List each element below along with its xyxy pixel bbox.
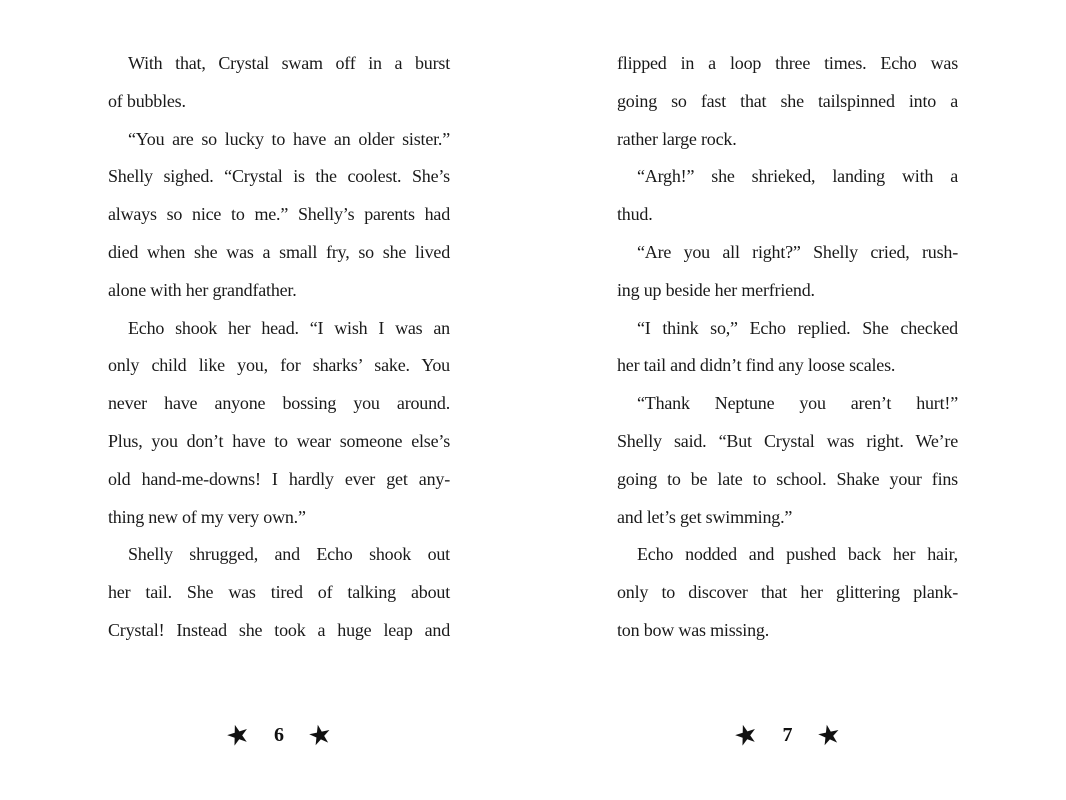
page-left: [108, 0, 450, 800]
text-line: her tail. She was tired of talking about: [108, 582, 450, 603]
page-number: 7: [782, 724, 793, 746]
star-icon: ★: [813, 717, 844, 752]
text-line: Plus, you don’t have to wear someone else’s: [108, 430, 450, 451]
text-line: Crystal! Instead she took a huge leap and: [108, 619, 450, 640]
text-line: rather large rock.: [617, 128, 737, 149]
text-line: and let’s get swimming.”: [617, 506, 793, 527]
text-line: ton bow was missing.: [617, 619, 770, 640]
text-line: never have anyone bossing you around.: [108, 393, 450, 414]
page-right: [617, 0, 958, 800]
page-right-footer: [617, 718, 958, 752]
text-line: thud.: [617, 204, 653, 225]
text-line: “I think so,” Echo replied. She checked: [637, 317, 958, 338]
text-line: always so nice to me.” Shelly’s parents had: [108, 204, 450, 225]
star-icon: ★: [730, 716, 763, 753]
text-line: died when she was a small fry, so she lived: [108, 241, 450, 262]
text-line: “Are you all right?” Shelly cried, rush-: [637, 241, 958, 262]
text-line: “Thank Neptune you aren’t hurt!”: [637, 393, 958, 414]
text-line: her tail and didn’t find any loose scales.: [617, 355, 896, 376]
star-icon: ★: [305, 717, 335, 752]
text-line: Echo shook her head. “I wish I was an: [128, 317, 450, 338]
text-line: With that, Crystal swam off in a burst: [128, 53, 450, 73]
text-line: Shelly sighed. “Crystal is the coolest. She’s: [108, 166, 450, 187]
text-line: Shelly said. “But Crystal was right. We’re: [617, 430, 958, 451]
text-line: thing new of my very own.”: [108, 506, 306, 527]
page-left-text: [108, 45, 450, 650]
text-line: Echo nodded and pushed back her hair,: [637, 544, 958, 565]
text-line: only child like you, for sharks’ sake. You: [108, 355, 450, 376]
text-line: flipped in a loop three times. Echo was: [617, 53, 958, 73]
text-line: of bubbles.: [108, 90, 186, 111]
page-number: 6: [274, 724, 284, 746]
text-line: going to be late to school. Shake your fins: [617, 468, 958, 489]
page-right-text: [617, 45, 958, 650]
text-line: “You are so lucky to have an older sister.”: [128, 128, 450, 149]
text-line: ing up beside her merfriend.: [617, 279, 815, 300]
text-line: old hand-me-downs! I hardly ever get any-: [108, 468, 450, 489]
text-line: Shelly shrugged, and Echo shook out: [128, 544, 450, 565]
star-icon: ★: [221, 716, 254, 753]
page-left-footer: [108, 718, 450, 752]
text-line: alone with her grandfather.: [108, 279, 297, 300]
text-line: going so fast that she tailspinned into a: [617, 90, 958, 111]
text-line: only to discover that her glittering plank-: [617, 582, 958, 603]
text-line: “Argh!” she shrieked, landing with a: [637, 166, 958, 187]
